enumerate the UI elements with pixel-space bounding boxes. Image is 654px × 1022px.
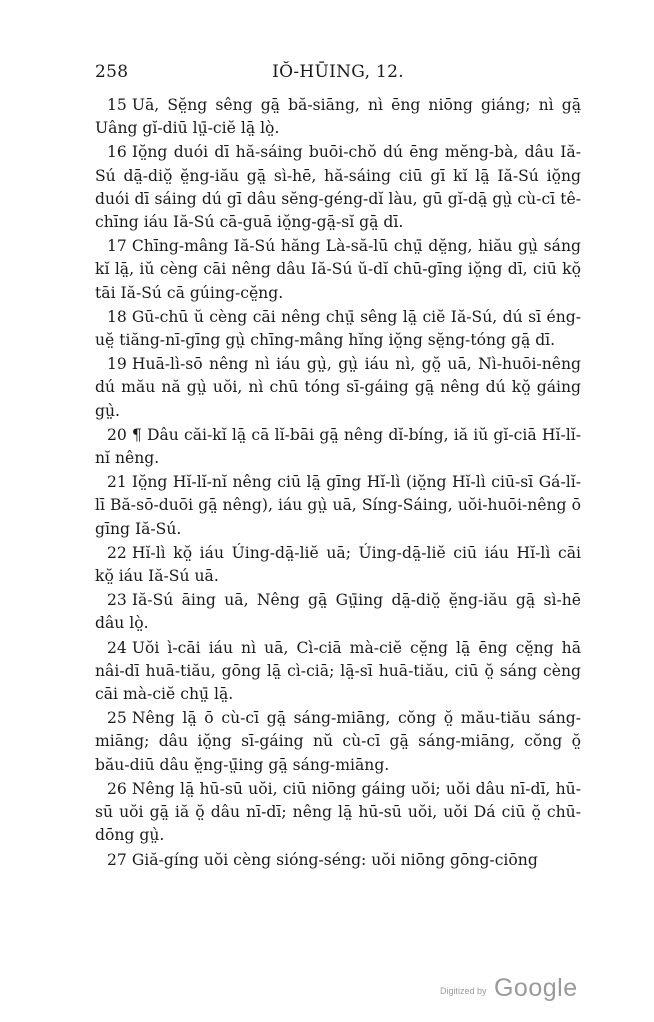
verse-paragraph (95, 589, 581, 635)
verse-text: Iŏ̤ng duói dī hă-sáing buōi-chŏ dú ēng mĕng-bà, dâu Iă-Sú dā̤-diŏ̤ ĕ̤ng-iău gā̤ sì-hē, hă-sáing ciū gī kĭ lā̤ Iă-Sú iŏ̤ng duói dī sáing dú gī dâu sĕng-géng-dĭ làu, gū gĭ-dā̤ gṳ̀ cù-cī tê-chīng iáu Iă-Sú cā-guā iŏ̤ng-gā̤-sĭ gā̤ dī. (95, 143, 581, 232)
verse-paragraph (95, 424, 581, 470)
verse-paragraph (95, 471, 581, 541)
verse-text: Hĭ-lì kŏ̤ iáu Úing-dā̤-liĕ uā; Úing-dā̤-liĕ ciū iáu Hĭ-lì cāi kŏ̤ iáu Iă-Sú uā. (95, 543, 581, 586)
verse-paragraph (95, 306, 581, 352)
verse-paragraph (95, 707, 581, 777)
verse-text: Uŏi ì-cāi iáu nì uā, Cì-ciā mà-ciĕ cĕ̤ng lā̤ ēng cĕ̤ng hā nâi-dī huā-tiău, gōng lā̤ cì-ciā; lā̤-sī huā-tiău, ciū ŏ̤ sáng cèng cāi mà-ciĕ chṳ̄ lā̤. (95, 638, 581, 704)
verse-number: 18 (107, 307, 127, 326)
verse-paragraph (95, 141, 581, 234)
verse-paragraph (95, 778, 581, 848)
verse-number: 17 (107, 237, 127, 256)
verse-number: 15 (107, 96, 127, 114)
verse-text: Huā-lì-sō nêng nì iáu gṳ̀, gṳ̀ iáu nì, gŏ̤ uā, Nì-huōi-nêng dú mău nă gṳ̀ uŏi, nì chū tóng sī-gáing gā̤ nêng dú kŏ̤ gáing gṳ̀. (95, 355, 581, 420)
verse-paragraph (95, 542, 581, 588)
verse-paragraph (95, 94, 581, 140)
verse-text: Nêng lā̤ hū-sū uŏi, ciū niōng gáing uŏi; uŏi dâu nī-dī, hū-sū uŏi gā̤ iă ŏ̤ dâu nī-dī; nêng lā̤ hū-sū uŏi, uŏi Dá ciū ŏ̤ chū-dōng gṳ̀. (95, 779, 581, 845)
verse-number: 21 (107, 473, 127, 492)
book-page (95, 62, 581, 873)
verse-text: Giă-gíng uŏi cèng sióng-séng: uŏi niōng gōng-ciōng (131, 850, 538, 869)
verse-number: 27 (107, 850, 127, 869)
digitized-label: Digitized by (440, 986, 487, 996)
google-wordmark: Google (493, 974, 578, 1002)
verse-number: 22 (107, 543, 127, 562)
verse-number: 24 (107, 638, 127, 657)
verse-text: Iă-Sú āing uā, Nêng gā̤ Gṳ̄ing dā̤-diŏ̤ ĕ̤ng-iău gā̤ sì-hē dâu lò̤. (95, 591, 581, 633)
digitized-by-google-watermark (440, 974, 578, 1003)
verse-paragraph (95, 637, 581, 707)
verse-text: Iŏ̤ng Hĭ-lĭ-nĭ nêng ciū lā̤ gīng Hĭ-lì (iŏ̤ng Hĭ-lì ciū-sī Gá-lĭ-lī Bă-sō-duōi gā̤ nêng), iáu gṳ̀ uā, Síng-Sáing, uŏi-huōi-nêng ō gīng Iă-Sú. (95, 473, 581, 538)
verse-text: Gū-chū ŭ cèng cāi nêng chṳ̄ sêng lā̤ ciĕ Iă-Sú, dú sī éng-uĕ̤ tiăng-nī-gīng gṳ̀ chīng-mâng hĭng iŏ̤ng sĕ̤ng-tóng gā̤ dī. (95, 307, 581, 350)
verse-text: Uā, Sĕ̤ng sêng gā̤ bă-siāng, nì ēng niōng giáng; nì gā̤ Uâng gĭ-diū lṳ̄-ciĕ lā̤ lò̤. (95, 96, 581, 138)
page-number: 258 (95, 62, 129, 82)
verse-number: 23 (107, 591, 127, 610)
verse-paragraph (95, 235, 581, 305)
verse-number: 19 (107, 355, 127, 374)
verse-text: Nêng lā̤ ō cù-cī gā̤ sáng-miāng, cŏng ŏ̤ mău-tiău sáng-miāng; dâu iŏ̤ng sī-gáing nŭ cù-cī gā̤ sáng-miāng, cŏng ŏ̤ bău-diū dâu ĕ̤ng-ṳ̄ing gā̤ sáng-miāng. (95, 709, 581, 774)
verse-text: ¶ Dâu căi-kĭ lā̤ cā lĭ-bāi gā̤ nêng dĭ-bíng, iă iŭ gĭ-ciā Hĭ-lĭ-nĭ nêng. (95, 425, 581, 468)
verse-text: Chīng-mâng Iă-Sú hăng Là-să-lū chṳ̄ dĕ̤ng, hiău gṳ̀ sáng kĭ lā̤, iŭ cèng cāi nêng dâu Iă-Sú ŭ-dĭ chū-gīng iŏ̤ng dī, ciū kŏ̤ tāi Iă-Sú cā gúing-cĕ̤ng. (95, 237, 581, 302)
verse-number: 26 (107, 779, 127, 798)
verse-number: 16 (107, 143, 127, 162)
running-head (95, 62, 581, 92)
running-title: IŎ-HŪING, 12. (272, 62, 404, 82)
verse-paragraph (95, 849, 581, 872)
verse-number: 25 (107, 709, 127, 728)
verse-number: 20 (107, 425, 127, 444)
verse-paragraph (95, 353, 581, 423)
verse-list (95, 94, 581, 872)
